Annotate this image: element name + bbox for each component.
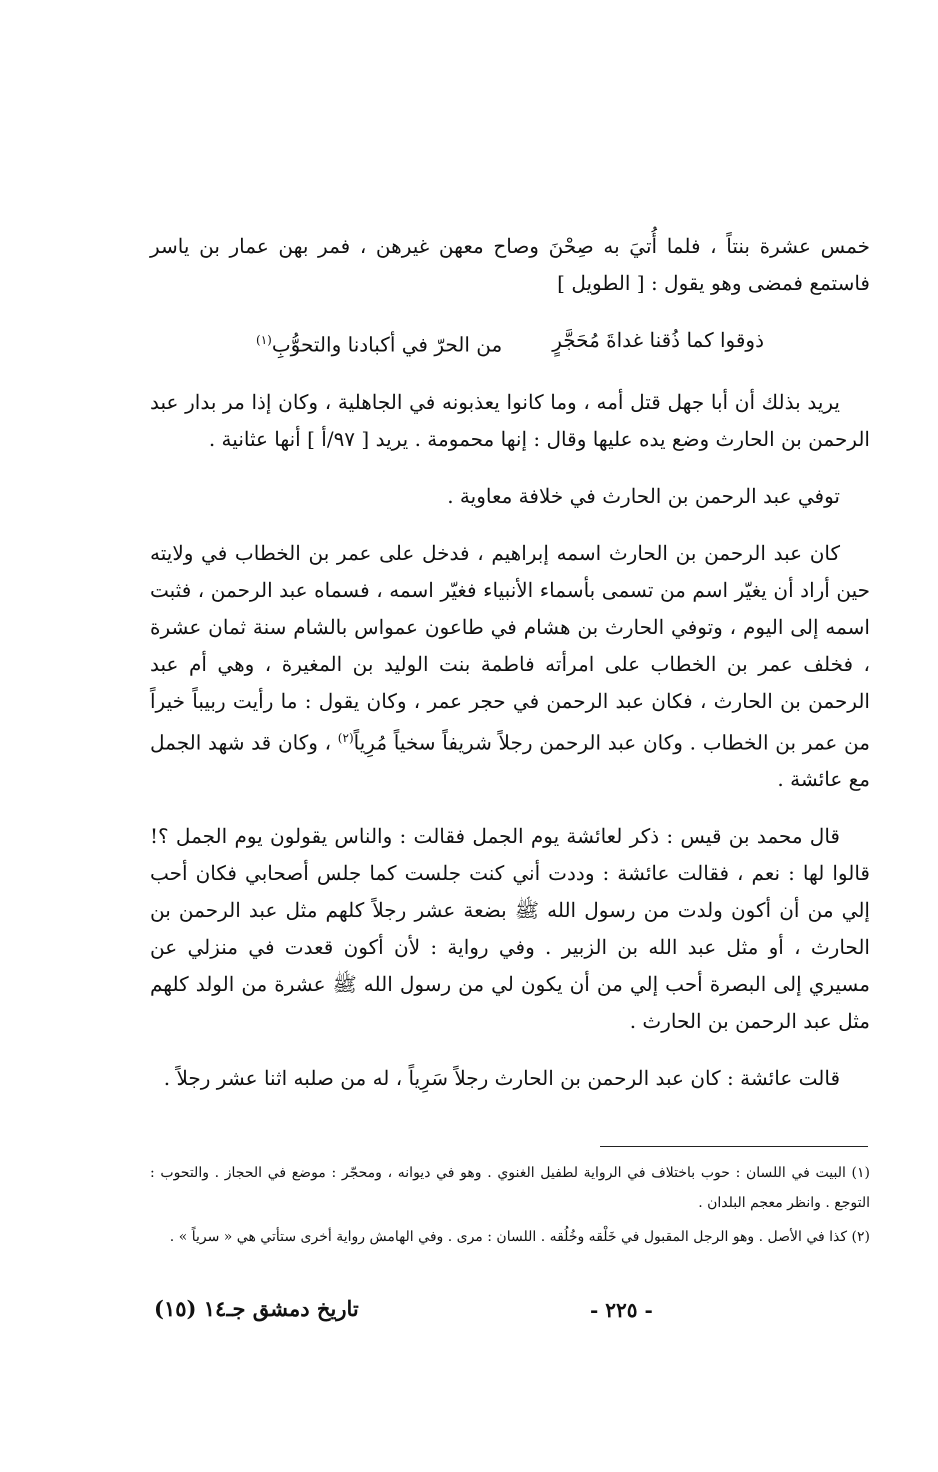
footnote-divider [600,1146,868,1147]
footnote-2: (٢) كذا في الأصل . وهو الرجل المقبول في خَلْقه وخُلُقه . اللسان : مرى . وفي الهامش رواية أخرى ستأتي هي « سرياً » . [169,1229,870,1245]
footnote-1: (١) البيت في اللسان : حوب باختلاف في الرواية لطفيل الغنوي . وهو في ديوانه ، ومحجّر : موضع في الحجاز . والتحوب : التوجع . وانظر معجم البلدان . [150,1165,870,1211]
footnote-ref-2: (٢) [337,730,354,745]
footnote-ref-1: (١) [256,333,272,347]
paragraph-3: توفي عبد الرحمن بن الحارث في خلافة معاوية . [447,483,840,508]
verse-hemistich-2 [256,322,502,364]
footnotes [150,1158,870,1256]
paragraph-6: قالت عائشة : كان عبد الرحمن بن الحارث رجلاً سَرِياً ، له من صلبه اثنا عشر رجلاً . [163,1066,840,1091]
page-number: - ٢٢٥ - [590,1298,653,1322]
page-footer [150,1296,870,1336]
paragraph-4-text: كان عبد الرحمن بن الحارث اسمه إبراهيم ، فدخل على عمر بن الخطاب في ولايته حين أراد أن يغيّر اسم من تسمى بأسماء الأنبياء فغيّر اسمه ، فسماه عبد الرحمن ، فثبت اسمه إلى اليوم ، وتوفي الحارث بن هشام في طاعون عمواس بالشام سنة ثمان عشرة ، فخلف عمر بن الخطاب على امرأته فاطمة بنت الوليد بن المغيرة ، وهي أم عبد الرحمن بن الحارث ، فكان عبد الرحمن في حجر عمر ، وكان يقول : ما رأيت ربيباً خيراً من عمر بن الخطاب . وكان عبد الرحمن رجلاً شريفاً سخياً مُرِياً [150,540,870,755]
paragraph-4 [150,535,870,799]
verse-hemistich-2-text: من الحرّ في أكبادنا والتحوُّبِ [271,332,503,357]
paragraph-2: يريد بذلك أن أبا جهل قتل أمه ، وما كانوا يعذبونه في الجاهلية ، وكان إذا مر بدار عبد الرحمن بن الحارث وضع يده عليها وقال : إنها محمومة . يريد [ ٩٧/أ ] أنها عثانية . [150,389,870,451]
paragraph-4-end: ، وكان قد شهد الجمل مع عائشة . [150,730,870,792]
book-reference: تاريخ دمشق جـ١٤ (١٥) [154,1296,359,1321]
poetry-verse [150,322,870,364]
verse-hemistich-1: ذوقوا كما ذُقنا غداةَ مُحَجَّرٍ [552,328,764,352]
paragraph-5: قال محمد بن قيس : ذكر لعائشة يوم الجمل فقالت : والناس يقولون يوم الجمل ؟! قالوا لها : نعم ، فقالت عائشة : وددت أني كنت جلست كما جلس أصحابي فكان أحب إلي من أن أكون ولدت من رسول الله ﷺ بضعة عشر رجلاً كلهم مثل عبد الرحمن بن الحارث ، أو مثل عبد الله بن الزبير . وفي رواية : لأن أكون قعدت في منزلي عن مسيري إلى البصرة أحب إلي من أن يكون لي من رسول الله ﷺ عشرة من الولد كلهم مثل عبد الرحمن بن الحارث . [150,824,870,1034]
paragraph-1: خمس عشرة بنتاً ، فلما أُتيَ به صِحْنَ وصاح معهن غيرهن ، فمر بهن عمار بن ياسر فاستمع فمضى وهو يقول : [ الطويل ] [150,234,870,295]
main-text [150,228,870,1117]
